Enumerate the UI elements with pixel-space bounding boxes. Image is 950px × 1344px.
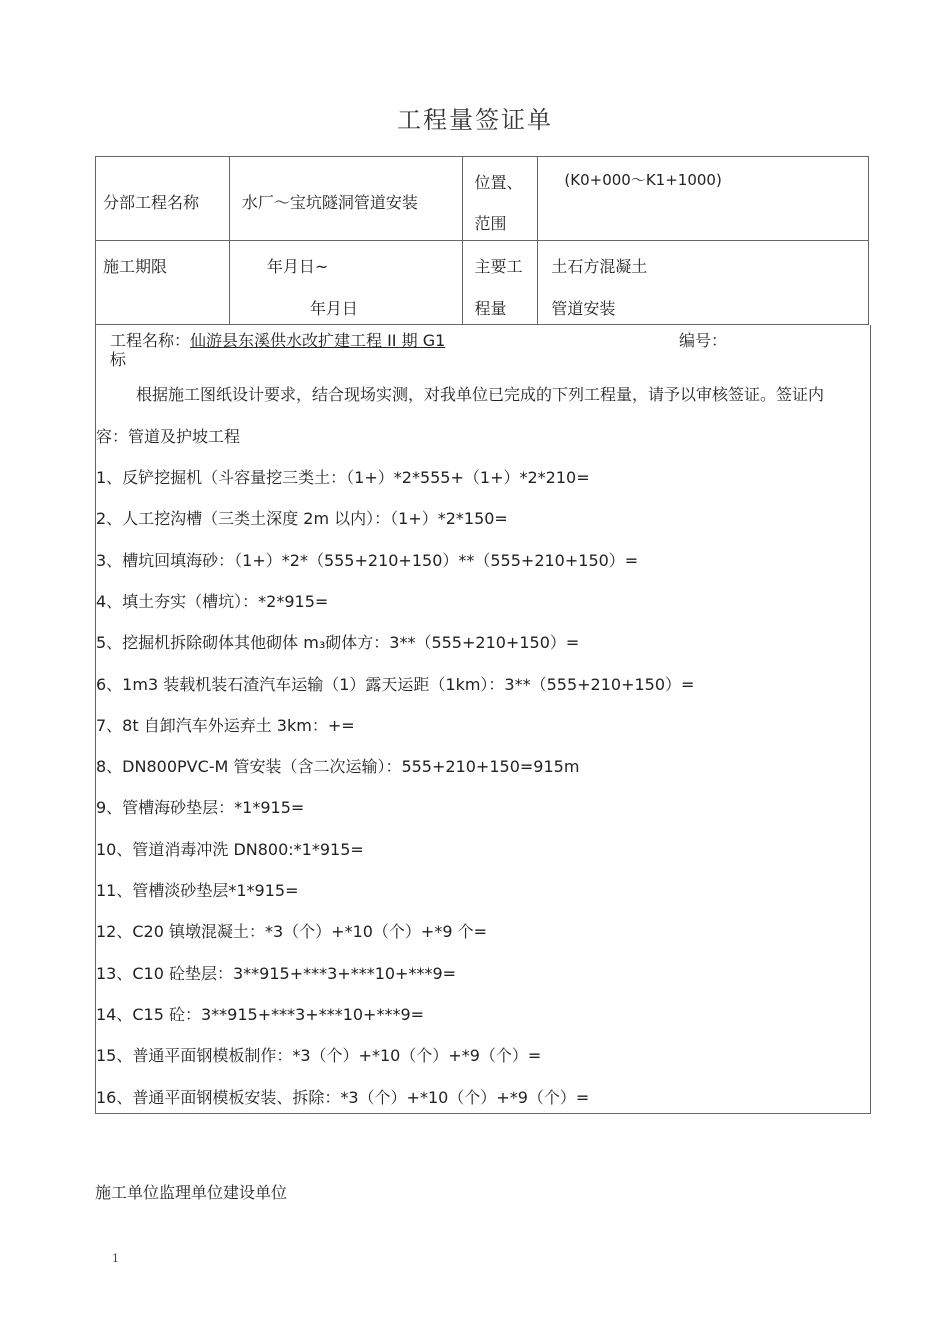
work-item: 9、管槽海砂垫层：*1*915= (96, 798, 305, 818)
main-quantity-line1: 土石方混凝土 (551, 257, 648, 276)
work-item: 11、管槽淡砂垫层*1*915= (96, 881, 299, 900)
work-item: 14、C15 砼：3**915+***3+***10+***9= (96, 1004, 425, 1024)
work-item: 16、普通平面钢模板安装、拆除：*3（个）+*10（个）+*9（个）= (96, 1087, 590, 1107)
work-item: 5、挖掘机拆除砌体其他砌体 m₃砌体方：3**（555+210+150）= (96, 633, 580, 653)
work-item: 13、C10 砼垫层：3**915+***3+***10+***9= (96, 963, 457, 983)
work-item: 12、C20 镇墩混凝土：*3（个）+*10（个）+*9 个= (96, 922, 488, 942)
work-item: 4、填土夯实（槽坑）：*2*915= (96, 591, 329, 611)
subproject-value: 水厂～宝坑隧洞管道安装 (241, 193, 418, 212)
work-item: 10、管道消毒冲洗 DN800:*1*915= (96, 839, 364, 859)
intro-text-cont: 容：管道及护坡工程 (96, 427, 241, 446)
location-label-line1: 位置、 (474, 173, 523, 192)
work-item: 2、人工挖沟槽（三类土深度 2m 以内）：（1+）*2*150= (96, 509, 508, 529)
project-name: 仙游县东溪供水改扩建工程 II 期 G1 (190, 331, 446, 350)
signature-units: 施工单位监理单位建设单位 (95, 1183, 288, 1202)
document-title: 工程量签证单 (397, 106, 553, 134)
main-quantity-label-line1: 主要工 (474, 257, 523, 276)
project-name-cont: 标 (110, 350, 127, 369)
location-value: (K0+000～K1+1000) (564, 171, 722, 189)
work-item: 1、反铲挖掘机（斗容量挖三类土：（1+）*2*555+（1+）*2*210= (96, 468, 590, 487)
work-item: 6、1m3 装载机装石渣汽车运输（1）露天运距（1km）：3**（555+210+150）= (96, 674, 695, 694)
header-table (95, 156, 869, 325)
subproject-label: 分部工程名称 (103, 193, 200, 212)
work-item: 7、8t 自卸汽车外运弃土 3km：+= (96, 715, 355, 735)
content-box (95, 325, 871, 1114)
intro-text: 根据施工图纸设计要求，结合现场实测，对我单位已完成的下列工程量，请予以审核签证。签证内 (136, 385, 825, 404)
number-label: 编号： (679, 331, 728, 350)
period-label: 施工期限 (103, 257, 168, 276)
location-label-line2: 范围 (474, 214, 507, 233)
work-item: 8、DN800PVC-M 管安装（含二次运输）：555+210+150=915m (96, 757, 580, 777)
main-quantity-line2: 管道安装 (551, 299, 616, 318)
page-number: 1 (112, 1252, 119, 1265)
project-label: 工程名称： (110, 331, 191, 350)
period-start: 年月日~ (266, 257, 329, 276)
main-quantity-label-line2: 程量 (474, 299, 507, 318)
period-end: 年月日 (309, 299, 358, 318)
work-item: 15、普通平面钢模板制作：*3（个）+*10（个）+*9（个）= (96, 1046, 542, 1066)
work-item: 3、槽坑回填海砂：（1+）*2*（555+210+150）**（555+210+150）= (96, 550, 639, 570)
